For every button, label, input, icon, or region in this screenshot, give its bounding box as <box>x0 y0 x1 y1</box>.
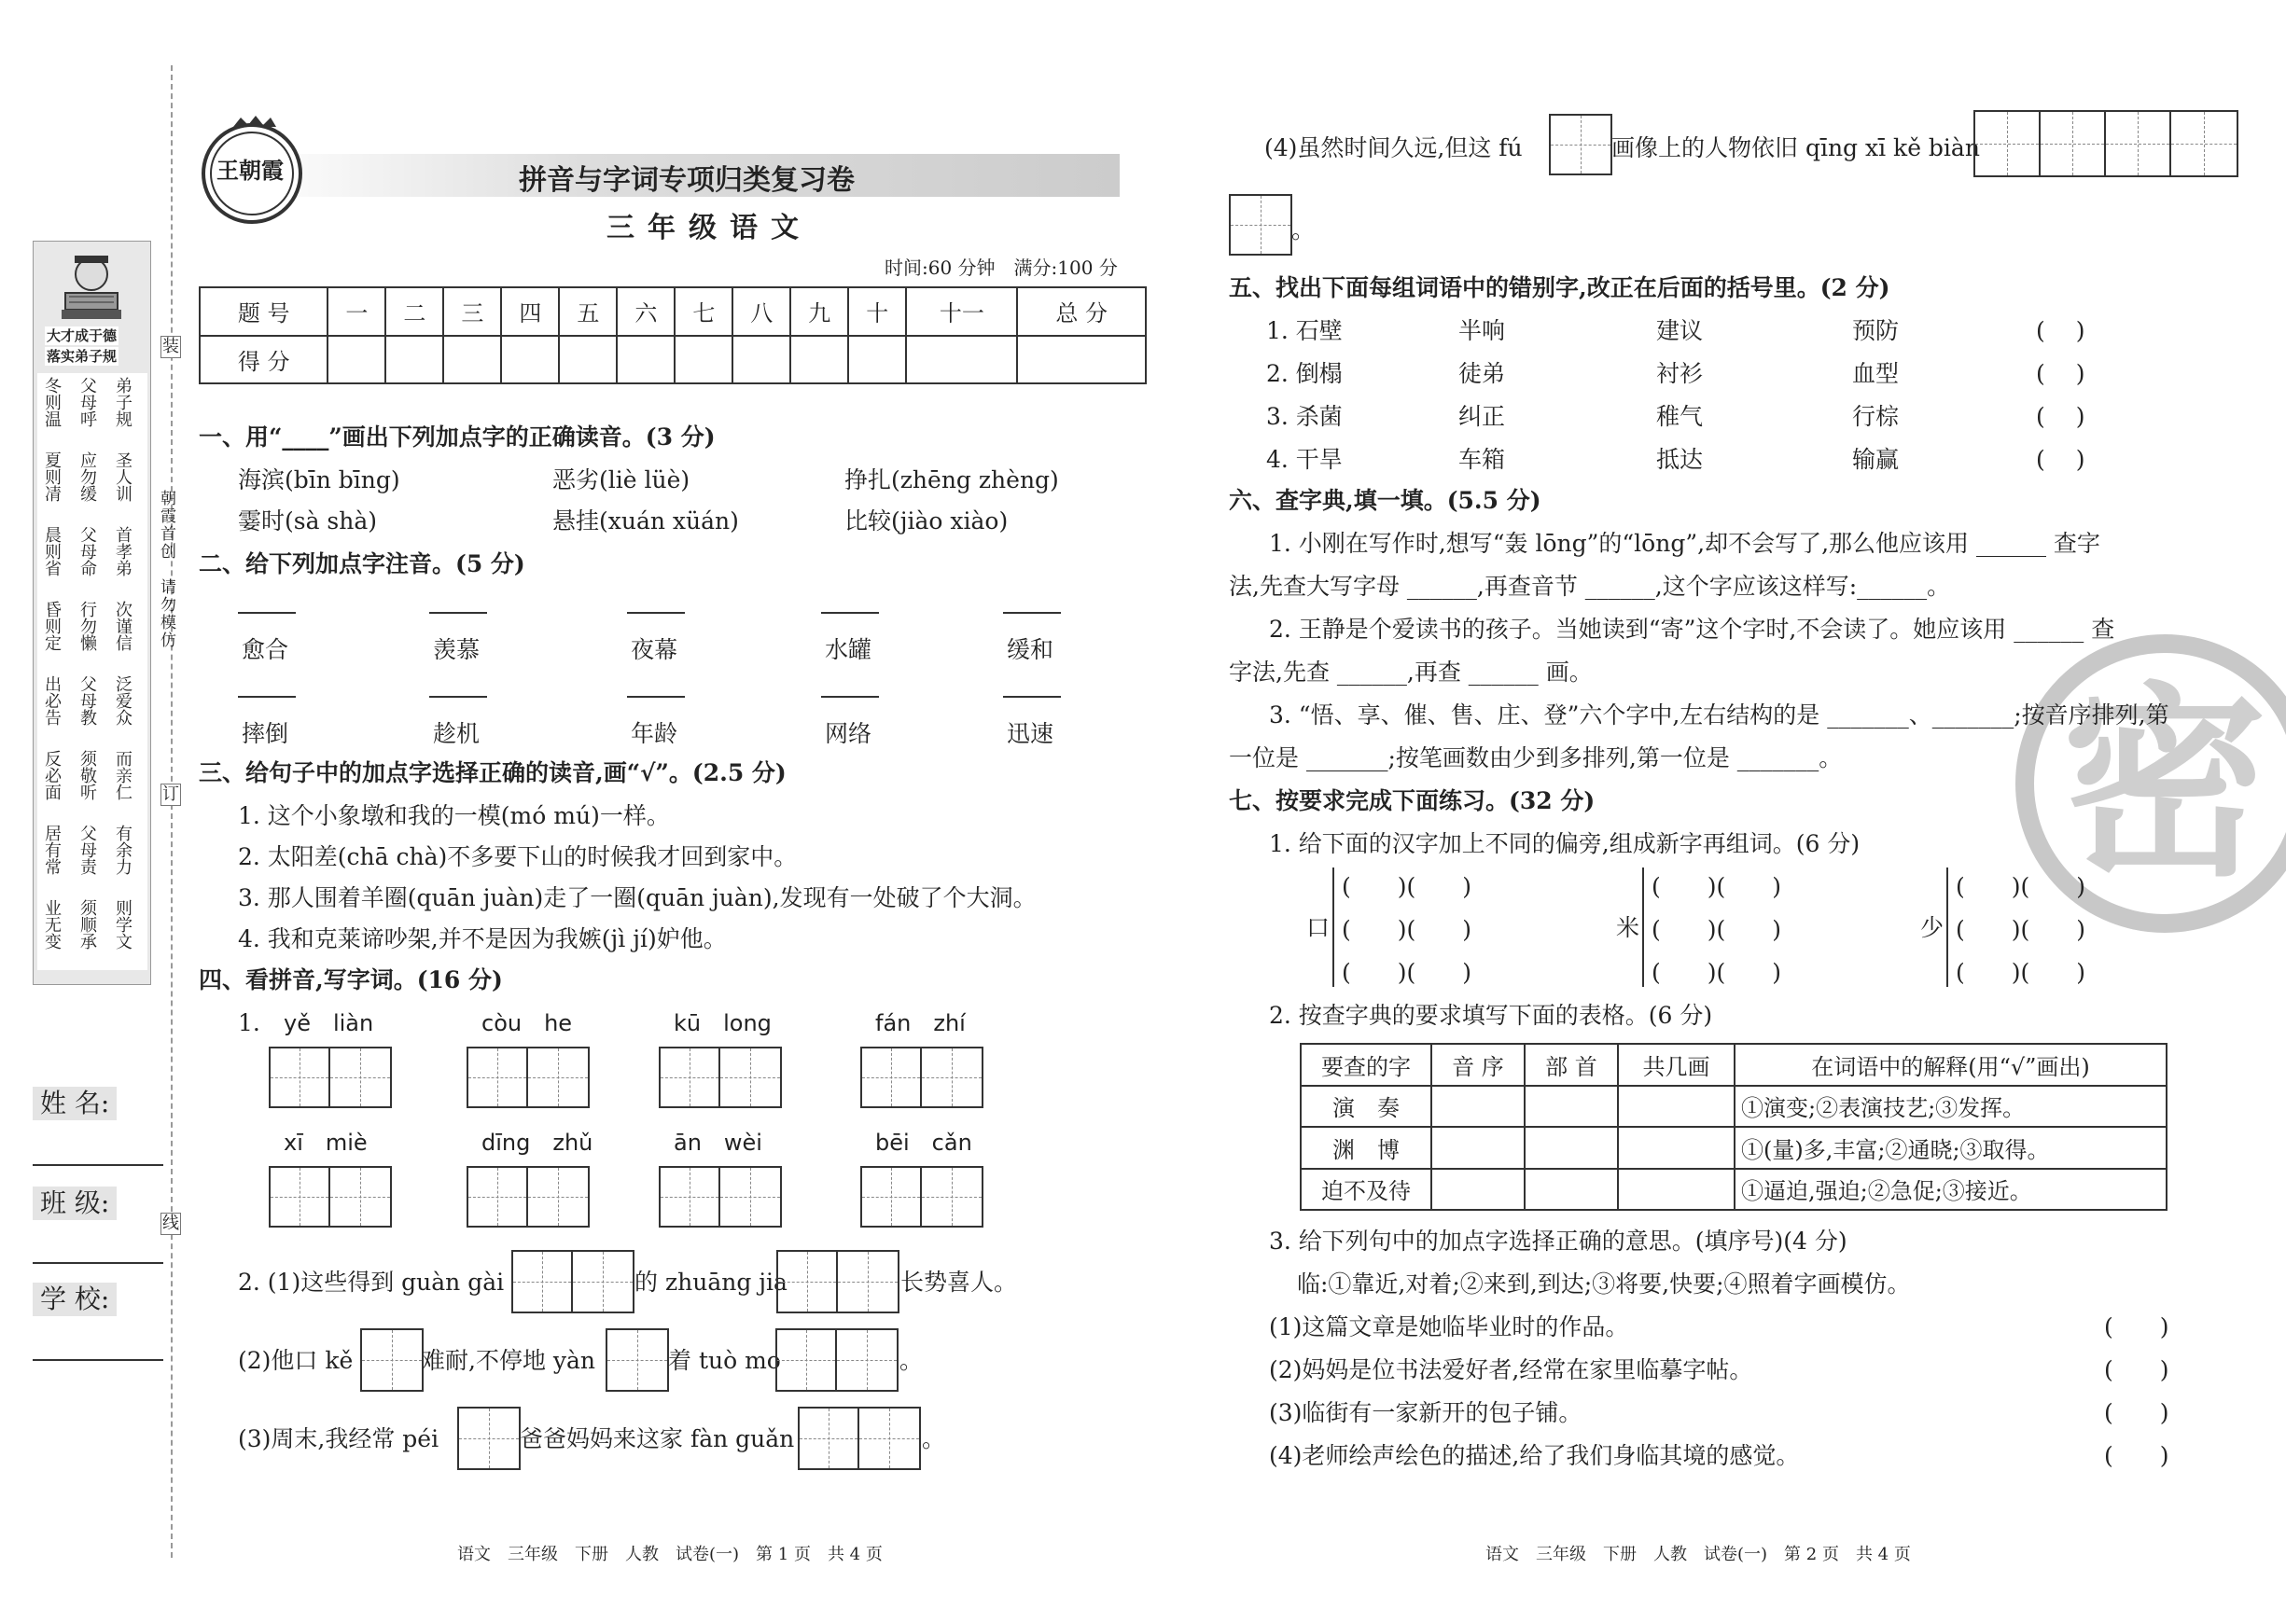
pinyin-blank[interactable] <box>1003 696 1061 698</box>
q4-pinyin: ān wèi <box>674 1130 762 1156</box>
q5-word: 3. 杀菌 <box>1266 403 1343 430</box>
sidebar-verse: 应勿缓 <box>77 451 97 502</box>
q4-s2-b: 难耐,不停地 yàn <box>422 1347 596 1374</box>
answer-paren[interactable]: ( )( ) <box>1956 873 2086 900</box>
sidebar-verse: 父母责 <box>77 825 97 875</box>
score-label: 得 分 <box>200 336 328 384</box>
sidebar-verse: 泛爱众 <box>113 675 132 726</box>
q4-s3-b: 爸爸妈妈来这家 fàn guǎn <box>520 1425 795 1452</box>
score-cell[interactable] <box>790 336 848 384</box>
q5-word: 衬衫 <box>1656 360 1704 387</box>
sidebar-verse: 晨则省 <box>42 526 62 576</box>
score-head-cell: 七 <box>675 287 732 336</box>
answer-paren[interactable]: ( ) <box>2104 1442 2169 1469</box>
score-head-cell: 十一 <box>906 287 1017 336</box>
class-label: 班 级: <box>33 1187 117 1220</box>
q3-item: 4. 我和克莱谛吵架,并不是因为我嫉(jì jí)妒他。 <box>238 925 727 952</box>
write-box[interactable] <box>269 1166 392 1228</box>
q6-line: 3. “悟、享、催、售、庄、登”六个字中,左右结构的是 _______、_______;按音序排列,第 <box>1269 701 2169 729</box>
q7-char: 口 <box>1306 914 1331 941</box>
pinyin-blank[interactable] <box>821 612 879 614</box>
q4-s1-a: 2. (1)这些得到 guàn gài <box>238 1269 505 1296</box>
q6-line: 1. 小刚在写作时,想写“轰 lōng”的“lōng”,却不会写了,那么他应该用 ______ 查字 <box>1269 530 2100 557</box>
q4-s2-a: (2)他口 kě <box>238 1347 354 1374</box>
q3-title: 三、给句子中的加点字选择正确的读音,画“√”。(2.5 分) <box>199 759 787 786</box>
write-box[interactable] <box>457 1407 521 1470</box>
write-box[interactable] <box>1229 194 1292 256</box>
q6-line: 法,先查大写字母 ______,再查音节 ______,这个字应该这样写:______。 <box>1229 573 1951 600</box>
sidebar-verse: 则学文 <box>113 899 132 950</box>
answer-paren[interactable]: ( ) <box>2104 1399 2169 1426</box>
answer-paren[interactable]: ( ) <box>2036 360 2085 387</box>
pinyin-blank[interactable] <box>627 612 685 614</box>
q4-s1-c: 长势喜人。 <box>900 1269 1018 1296</box>
write-box[interactable] <box>798 1407 921 1470</box>
q5-word: 建议 <box>1656 317 1704 344</box>
write-box[interactable] <box>467 1047 590 1108</box>
pinyin-blank[interactable] <box>238 612 296 614</box>
sidebar-verse: 父母呼 <box>77 377 97 427</box>
q4-s2-d: 。 <box>899 1347 924 1374</box>
q7-char: 米 <box>1616 914 1640 941</box>
score-cell[interactable] <box>906 336 1017 384</box>
q5-word: 稚气 <box>1656 403 1704 430</box>
q5-title: 五、找出下面每组词语中的错别字,改正在后面的括号里。(2 分) <box>1229 274 1890 301</box>
sidebar-verse: 出必告 <box>42 675 62 726</box>
answer-paren[interactable]: ( ) <box>2104 1313 2169 1340</box>
blank-cell[interactable] <box>1431 1086 1525 1128</box>
q4-s1-b: 的 zhuāng jia <box>634 1269 788 1296</box>
answer-paren[interactable]: ( )( ) <box>1342 916 1472 943</box>
q5-word: 4. 干旱 <box>1266 446 1343 473</box>
footer-left: 语文 三年级 下册 人教 试卷(一) 第 1 页 共 4 页 <box>457 1545 883 1564</box>
q4-s4-b: 画像上的人物依旧 qīng xī kě biàn <box>1611 134 1980 161</box>
sidebar-verse: 有余力 <box>113 825 132 875</box>
fold-mark-3: 线 <box>162 1214 179 1233</box>
q4-pinyin: dīng zhǔ <box>481 1130 593 1156</box>
score-head-cell: 一 <box>328 287 385 336</box>
q5-word: 2. 倒榻 <box>1266 360 1343 387</box>
sidebar-verse: 弟子规 <box>113 377 132 427</box>
q7-sent: (2)妈妈是位书法爱好者,经常在家里临摹字帖。 <box>1269 1356 1753 1383</box>
pinyin-blank[interactable] <box>1003 612 1061 614</box>
q5-word: 纠正 <box>1458 403 1506 430</box>
write-box[interactable] <box>269 1047 392 1108</box>
bracket <box>1642 868 1644 987</box>
sidebar-verse: 居有常 <box>42 825 62 875</box>
bracket <box>1946 868 1948 987</box>
answer-paren[interactable]: ( )( ) <box>1342 873 1472 900</box>
pinyin-blank[interactable] <box>238 696 296 698</box>
q4-s2-c: 着 tuò mo <box>668 1347 781 1374</box>
score-table <box>199 286 1147 384</box>
q2-word: 愈合 <box>242 636 289 663</box>
q5-word: 半响 <box>1458 317 1506 344</box>
th-meaning: 在词语中的解释(用“√”画出) <box>1735 1044 2167 1086</box>
row-meaning: ①逼迫,强迫;②急促;③接近。 <box>1735 1169 2167 1211</box>
q3-item: 3. 那人围着羊圈(quān juàn)走了一圈(quān juàn),发现有一处破了个大洞。 <box>238 884 1037 911</box>
bracket <box>1332 868 1334 987</box>
q5-word: 输赢 <box>1852 446 1900 473</box>
q1-title: 一、用“____”画出下列加点字的正确读音。(3 分) <box>199 423 716 451</box>
name-label: 姓 名: <box>33 1087 117 1120</box>
score-head-cell: 四 <box>501 287 559 336</box>
q2-title: 二、给下列加点字注音。(5 分) <box>199 550 525 577</box>
q4-pinyin: kū long <box>674 1010 772 1036</box>
q5-word: 徒弟 <box>1458 360 1506 387</box>
q5-word: 预防 <box>1852 317 1900 344</box>
sidebar-verse: 冬则温 <box>42 377 62 427</box>
write-box[interactable] <box>860 1166 983 1228</box>
answer-paren[interactable]: ( )( ) <box>1652 873 1782 900</box>
sidebar-motto-bottom: 落实弟子规 <box>47 348 118 365</box>
write-box[interactable] <box>860 1047 983 1108</box>
q5-word: 血型 <box>1852 360 1900 387</box>
q2-word: 网络 <box>825 720 872 747</box>
answer-paren[interactable]: ( )( ) <box>1342 959 1472 986</box>
sidebar-verse: 须顺承 <box>77 899 97 950</box>
score-cell[interactable] <box>559 336 617 384</box>
pinyin-blank[interactable] <box>429 696 487 698</box>
answer-paren[interactable]: ( ) <box>2036 403 2085 430</box>
th-strokes: 共几画 <box>1618 1044 1735 1086</box>
write-box[interactable] <box>776 1250 899 1313</box>
th-order: 音 序 <box>1431 1044 1525 1086</box>
q7-sent: (4)老师绘声绘色的描述,给了我们身临其境的感觉。 <box>1269 1442 1800 1469</box>
write-box[interactable] <box>659 1166 782 1228</box>
q2-word: 羡慕 <box>433 636 481 663</box>
sidebar-verse: 须敬听 <box>77 750 97 800</box>
score-head-cell: 九 <box>790 287 848 336</box>
write-box[interactable] <box>659 1047 782 1108</box>
q2-word: 夜幕 <box>631 636 678 663</box>
write-box[interactable] <box>775 1328 899 1392</box>
logo-text: 王朝霞 <box>216 157 284 184</box>
write-box[interactable] <box>467 1166 590 1228</box>
logo-seal <box>196 114 308 226</box>
dict-table <box>1300 1043 2168 1211</box>
q7-sent: (3)临街有一家新开的包子铺。 <box>1269 1399 1582 1426</box>
sidebar-verse: 行勿懒 <box>77 601 97 651</box>
write-box[interactable] <box>606 1328 669 1392</box>
q5-word: 行棕 <box>1852 403 1900 430</box>
row-meaning: ①(量)多,丰富;②通晓;③取得。 <box>1735 1127 2167 1169</box>
sidebar-verse: 业无变 <box>42 899 62 950</box>
sidebar-motto-top: 大才成于德 <box>47 327 118 344</box>
th-radical: 部 首 <box>1525 1044 1618 1086</box>
pinyin-blank[interactable] <box>429 612 487 614</box>
name-field[interactable] <box>33 1164 163 1166</box>
q5-word: 抵达 <box>1656 446 1704 473</box>
write-box[interactable] <box>511 1250 634 1313</box>
q4-sub1: 1. <box>238 1009 260 1036</box>
school-field[interactable] <box>33 1359 163 1361</box>
sidebar-verse: 圣人训 <box>113 451 132 502</box>
answer-paren[interactable]: ( )( ) <box>1652 959 1782 986</box>
q1-item: 霎时(sà shà) <box>238 507 378 534</box>
q1-item: 比较(jiào xiào) <box>844 507 1009 534</box>
score-cell[interactable] <box>675 336 732 384</box>
score-cell[interactable] <box>617 336 675 384</box>
answer-paren[interactable]: ( ) <box>2036 446 2085 473</box>
answer-paren[interactable]: ( ) <box>2104 1356 2169 1383</box>
sidebar-verse: 次谨信 <box>113 601 132 651</box>
q2-word: 缓和 <box>1007 636 1054 663</box>
q4-s4-a: (4)虽然时间久远,但这 fú <box>1264 134 1523 161</box>
time-label: 时间:60 分钟 满分:100 分 <box>885 257 1118 279</box>
q7-meanings: 临:①靠近,对着;②来到,到达;③将要,快要;④照着字画模仿。 <box>1297 1270 1911 1298</box>
vertical-notice: 朝霞首创 请勿模仿 <box>157 490 175 649</box>
score-head-cell: 八 <box>732 287 790 336</box>
score-cell[interactable] <box>501 336 559 384</box>
q4-title: 四、看拼音,写字词。(16 分) <box>199 966 503 993</box>
blank-cell[interactable] <box>1525 1127 1618 1169</box>
blank-cell[interactable] <box>1525 1169 1618 1211</box>
sidebar-verse: 反必面 <box>42 750 62 800</box>
score-cell[interactable] <box>848 336 906 384</box>
answer-paren[interactable]: ( ) <box>2036 317 2085 344</box>
pinyin-blank[interactable] <box>627 696 685 698</box>
blank-cell[interactable] <box>1431 1127 1525 1169</box>
binding-line <box>171 65 173 1558</box>
score-head-cell: 总 分 <box>1017 287 1146 336</box>
row-char: 渊 博 <box>1301 1127 1431 1169</box>
q7-title: 七、按要求完成下面练习。(32 分) <box>1229 787 1596 814</box>
score-head-cell: 题 号 <box>200 287 328 336</box>
exam-title: 拼音与字词专项归类复习卷 <box>519 164 855 197</box>
q4-s3-c: 。 <box>922 1425 946 1452</box>
write-box[interactable] <box>1973 110 2238 177</box>
school-label: 学 校: <box>33 1283 117 1316</box>
q4-s3-a: (3)周末,我经常 péi <box>238 1425 439 1452</box>
sidebar-verse: 父母命 <box>77 526 97 576</box>
q7-char: 少 <box>1920 914 1944 941</box>
blank-cell[interactable] <box>1431 1169 1525 1211</box>
blank-cell[interactable] <box>1618 1127 1735 1169</box>
sidebar-verse: 而亲仁 <box>113 750 132 800</box>
answer-paren[interactable]: ( )( ) <box>1652 916 1782 943</box>
q1-item: 恶劣(liè lüè) <box>552 466 690 493</box>
q2-word: 迅速 <box>1007 720 1054 747</box>
q1-item: 挣扎(zhēng zhèng) <box>844 466 1059 493</box>
q7-sub2: 2. 按查字典的要求填写下面的表格。(6 分) <box>1269 1002 1713 1029</box>
q5-word: 1. 石壁 <box>1266 317 1343 344</box>
score-head-cell: 五 <box>559 287 617 336</box>
q6-line: 字法,先查 ______,再查 ______ 画。 <box>1229 659 1593 686</box>
stamp-char: 密 <box>2062 662 2268 904</box>
q3-item: 1. 这个小象墩和我的一模(mó mú)一样。 <box>238 802 670 829</box>
class-field[interactable] <box>33 1262 163 1264</box>
mascot-figure <box>47 250 136 326</box>
q4-pinyin: bēi cǎn <box>875 1130 972 1156</box>
score-cell[interactable] <box>1017 336 1146 384</box>
q1-item: 海滨(bīn bīng) <box>238 466 400 493</box>
score-head-cell: 三 <box>443 287 501 336</box>
subject-title: 三年级语文 <box>606 212 812 244</box>
sidebar-verse: 父母教 <box>77 675 97 726</box>
score-cell[interactable] <box>732 336 790 384</box>
row-meaning: ①演变;②表演技艺;③发挥。 <box>1735 1086 2167 1128</box>
score-cell[interactable] <box>443 336 501 384</box>
blank-cell[interactable] <box>1618 1169 1735 1211</box>
q4-pinyin: còu he <box>481 1010 573 1036</box>
q2-word: 水罐 <box>825 636 872 663</box>
score-head-cell: 二 <box>385 287 443 336</box>
q5-word: 车箱 <box>1458 446 1506 473</box>
q6-line: 一位是 _______;按笔画数由少到多排列,第一位是 _______。 <box>1229 744 1843 771</box>
q7-sub1: 1. 给下面的汉字加上不同的偏旁,组成新字再组词。(6 分) <box>1269 830 1861 857</box>
answer-paren[interactable]: ( )( ) <box>1956 959 2086 986</box>
score-head-cell: 十 <box>848 287 906 336</box>
q4-pinyin: yě liàn <box>284 1010 374 1036</box>
fold-mark-2: 订 <box>162 784 179 804</box>
sidebar-verse: 夏则凊 <box>42 451 62 502</box>
q6-line: 2. 王静是个爱读书的孩子。当她读到“寄”这个字时,不会读了。她应该用 ______ 查 <box>1269 616 2115 643</box>
row-char: 演 奏 <box>1301 1086 1431 1128</box>
q2-word: 摔倒 <box>242 720 289 747</box>
q7-sub3: 3. 给下列句中的加点字选择正确的意思。(填序号)(4 分) <box>1269 1228 1847 1255</box>
write-box[interactable] <box>360 1328 424 1392</box>
row-char: 迫不及待 <box>1301 1169 1431 1211</box>
q7-sent: (1)这篇文章是她临毕业时的作品。 <box>1269 1313 1629 1340</box>
q1-item: 悬挂(xuán xüán) <box>552 507 739 534</box>
q4-pinyin: fán zhí <box>875 1010 966 1036</box>
pinyin-blank[interactable] <box>821 696 879 698</box>
sidebar-columns <box>37 373 147 970</box>
write-box[interactable] <box>1549 114 1612 175</box>
th-char: 要查的字 <box>1301 1044 1431 1086</box>
q2-word: 趁机 <box>433 720 481 747</box>
footer-right: 语文 三年级 下册 人教 试卷(一) 第 2 页 共 4 页 <box>1485 1545 1911 1564</box>
q6-title: 六、查字典,填一填。(5.5 分) <box>1229 487 1541 514</box>
fold-mark-1: 装 <box>162 337 179 356</box>
q4-s4-c: 。 <box>1291 216 1316 243</box>
q4-pinyin: xī miè <box>284 1130 368 1156</box>
q2-word: 年龄 <box>631 720 678 747</box>
blank-cell[interactable] <box>1525 1086 1618 1128</box>
score-cell[interactable] <box>385 336 443 384</box>
score-head-cell: 六 <box>617 287 675 336</box>
sidebar-verse: 昏则定 <box>42 601 62 651</box>
sidebar-verse: 首孝弟 <box>113 526 132 576</box>
blank-cell[interactable] <box>1618 1086 1735 1128</box>
score-cell[interactable] <box>328 336 385 384</box>
answer-paren[interactable]: ( )( ) <box>1956 916 2086 943</box>
q3-item: 2. 太阳差(chā chà)不多要下山的时候我才回到家中。 <box>238 843 798 870</box>
